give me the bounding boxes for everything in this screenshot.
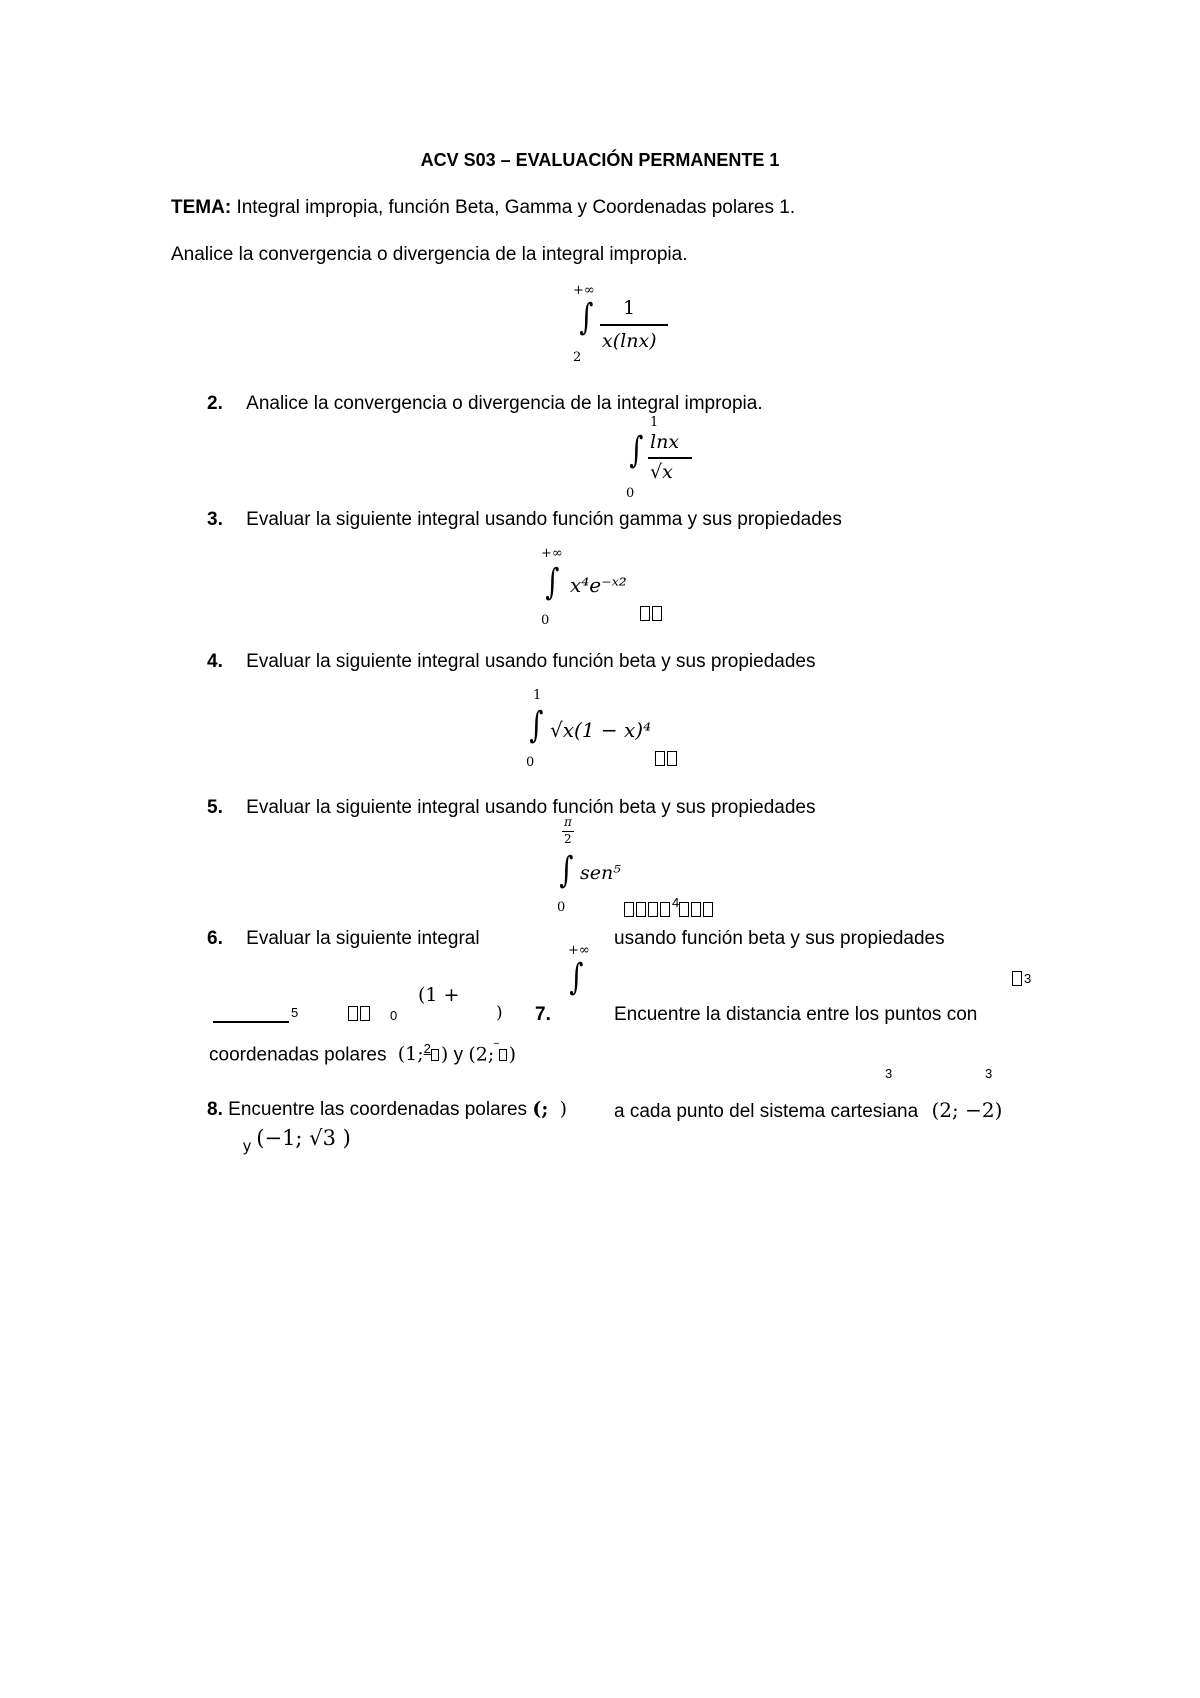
q7-fragment-3-left: 3 [885,1066,893,1081]
question-3-text [207,509,842,531]
q5-integrand: sen⁵ [580,862,621,884]
q2-number: 2. [207,393,223,414]
q3-integral-sign: ∫ [545,562,560,603]
q8-polar-pair: (; [532,1098,549,1120]
q7-point-2: (2; [468,1043,495,1066]
q6-integral-sign: ∫ [569,957,584,998]
q6-upper-limit: +∞ [568,943,590,958]
q1-denominator: x(lnx) [602,330,657,352]
q5-unrendered-glyphs [624,895,715,918]
q1-upper-limit: +∞ [573,283,595,298]
q2-numerator: lnx [650,431,680,453]
q8-statement-continued [614,1098,1002,1123]
q8-statement-2: a cada punto del sistema cartesiana [614,1101,919,1122]
q3-upper-limit: +∞ [541,546,563,561]
q4-integral-sign: ∫ [529,705,544,746]
q2-integral-sign: ∫ [629,430,644,471]
q5-garbled-exponent: 4 [672,895,680,910]
q6-statement: Evaluar la siguiente integral [246,928,480,949]
q7-point-2-sup: ‾ [494,1041,499,1056]
question-8-text [207,1098,567,1121]
q7-point-1: (1; [397,1043,424,1066]
q1-lower-limit: 2 [573,350,582,365]
q4-integrand: √x(1 − x)⁴ [550,718,652,742]
q4-upper-limit: 1 [533,688,542,703]
question-1-text: Analice la convergencia o divergencia de la integral impropia. [171,244,688,265]
q6-fragment-3: 3 [1024,971,1032,986]
q7-line2: coordenadas polares [209,1044,387,1066]
q7-point-1-sup: 2 [423,1041,431,1056]
q3-number: 3. [207,509,223,530]
question-2-text [207,393,763,415]
q7-fragment-3-right: 3 [985,1066,993,1081]
q2-fraction-bar [648,457,692,459]
q7-number: 7. [535,1004,551,1025]
q6-fragment-0: 0 [390,1008,398,1023]
question-7-text [535,1004,551,1026]
q4-number: 4. [207,651,223,672]
q3-integrand: x⁴e⁻ˣ² [570,573,627,597]
topic-line [171,197,795,219]
q8-statement: Encuentre las coordenadas polares [228,1099,528,1120]
question-6-text [207,928,480,950]
q3-statement: Evaluar la siguiente integral usando función gamma y sus propiedades [246,509,842,530]
topic-label: TEMA: [171,197,232,218]
q8-point-2: (−1; √3 ) [256,1126,351,1150]
q6-number: 6. [207,928,223,949]
q8-conjunction: y [243,1138,251,1155]
q6-fragment-close: ) [496,1003,503,1023]
q7-point-2-close: ) [508,1043,517,1066]
q2-upper-limit: 1 [650,415,659,430]
q4-lower-limit: 0 [526,755,535,770]
q4-unrendered-glyphs [655,750,679,768]
q3-unrendered-glyphs [640,605,664,623]
q6-fragment-5: 5 [291,1005,299,1020]
page-title: ACV S03 – EVALUACIÓN PERMANENTE 1 [420,150,780,170]
q8-polar-pair-close: ) [559,1098,568,1120]
topic-text: Integral impropia, función Beta, Gamma y Coordenadas polares 1. [236,197,796,218]
q7-statement: Encuentre la distancia entre los puntos con [614,1004,978,1025]
q2-denominator: √x [650,461,673,483]
q6-fragment-paren: (1 + [418,984,460,1006]
q4-statement: Evaluar la siguiente integral usando función beta y sus propiedades [246,651,816,672]
q5-statement: Evaluar la siguiente integral usando función beta y sus propiedades [246,797,816,818]
q8-second-point-line [243,1126,351,1155]
q5-number: 5. [207,797,223,818]
q7-polar-points [209,1041,516,1066]
q5-integral-sign: ∫ [559,850,574,891]
q7-conjunction: y [453,1044,464,1066]
q1-numerator: 1 [623,297,636,319]
q8-point-1: (2; −2) [931,1098,1003,1122]
q5-upper-limit-den: 2 [564,832,572,846]
q6-fragment-underline [213,1021,289,1023]
q6-statement-continued: usando función beta y sus propiedades [614,928,945,949]
q1-fraction-bar [600,324,668,326]
q2-lower-limit: 0 [626,486,635,501]
q7-point-1-close: ) [440,1043,449,1066]
question-4-text [207,651,815,673]
q1-integral-sign: ∫ [579,297,594,338]
q6-unrendered-glyph-right [1012,970,1031,988]
q6-unrendered-glyphs [348,1005,372,1023]
q3-lower-limit: 0 [541,613,550,628]
q5-upper-limit-num: π [564,815,572,829]
q2-statement: Analice la convergencia o divergencia de la integral impropia. [246,393,763,414]
q8-number: 8. [207,1099,223,1120]
q5-lower-limit: 0 [557,900,566,915]
question-5-text [207,797,815,819]
